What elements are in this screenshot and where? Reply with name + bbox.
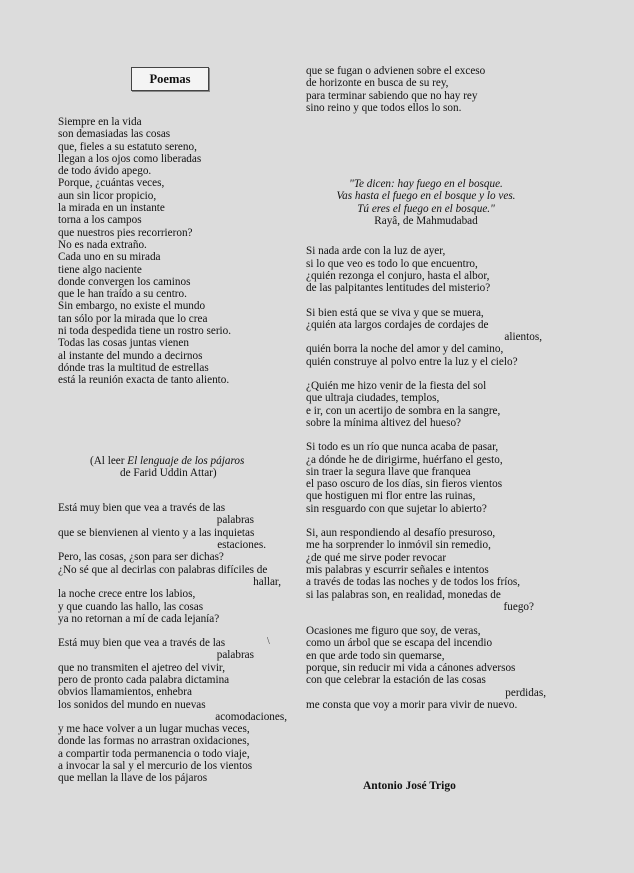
poem-line: si lo que veo es todo lo que encuentro, <box>306 257 478 270</box>
poem-line: y que cuando las hallo, las cosas <box>58 600 204 613</box>
poem-line: los sonidos del mundo en nuevas <box>58 698 206 711</box>
poem-line: sobre la mínima altivez del hueso? <box>306 416 462 429</box>
poem-line: e ir, con un acertijo de sombra en la sangre, <box>306 404 501 417</box>
poem-line: que mellan la llave de los pájaros <box>58 772 208 785</box>
poem-line: para terminar sabiendo que no hay rey <box>306 89 478 102</box>
poem-line: a invocar la sal y el mercurio de los vientos <box>58 760 253 773</box>
poem-line: ¿quién rezonga el conjuro, hasta el albor, <box>306 269 490 282</box>
poem-3-stanza-1 <box>306 245 546 294</box>
poem-line: me consta que voy a morir para vivir de nuevo. <box>306 698 518 711</box>
poem-line: Todas las cosas juntas vienen <box>58 337 189 350</box>
poem-2-stanza-1 <box>58 502 298 625</box>
poem-line: alientos, <box>504 331 542 344</box>
poem-line: Si todo es un río que nunca acaba de pasar, <box>306 441 499 454</box>
poem-line: ¿Quién me hizo venir de la fiesta del sol <box>306 380 487 393</box>
poem-line: Pero, las cosas, ¿son para ser dichas? <box>58 551 224 564</box>
poem-line: la noche crece entre los labios, <box>58 588 196 601</box>
poem-3-stanza-3 <box>306 380 546 429</box>
poem-line: mis palabras y escurrir señales e intentos <box>306 563 489 576</box>
poem-3-stanza-2 <box>306 307 546 368</box>
left-column <box>58 116 298 785</box>
poem-line: de todo ávido apego. <box>58 165 152 178</box>
poem-3-stanza-5 <box>306 527 546 613</box>
poem-3-epigraph <box>306 178 546 227</box>
dedication-author: de Farid Uddin Attar) <box>120 466 217 479</box>
poem-line: ¿a dónde he de dirigirme, huérfano el gesto, <box>306 453 503 466</box>
poem-line: palabras <box>216 649 254 662</box>
poem-2-dedication <box>58 455 298 480</box>
page-title: Poemas <box>131 67 209 91</box>
poem-line: Está muy bien que vea a través de las <box>58 502 226 515</box>
poem-line: perdidas, <box>505 686 546 699</box>
poem-line: sin resguardo con que sujetar lo abierto? <box>306 502 487 515</box>
poem-line: está la reunión exacta de tanto aliento. <box>58 374 230 387</box>
poem-line: fuego? <box>503 600 534 613</box>
poem-line: quién borra la noche del amor y del camino, <box>306 343 504 356</box>
poem-line: que, fieles a su estatuto sereno, <box>58 140 197 153</box>
poem-line: si las palabras son, en realidad, monedas de <box>306 588 501 601</box>
poem-line: dónde tras la multitud de estrellas <box>58 361 209 374</box>
poem-line: tiene algo naciente <box>58 263 142 276</box>
poem-line: me ha sorprender lo inmóvil sin remedio, <box>306 539 491 552</box>
poem-line: tan sólo por la mirada que lo crea <box>58 312 208 325</box>
right-column <box>306 65 546 711</box>
poem-3-stanza-6 <box>306 625 546 711</box>
poem-line: son demasiadas las cosas <box>58 128 171 141</box>
poem-line: aun sin licor propicio, <box>58 189 157 202</box>
poem-line: ¿quién ata largos cordajes de cordajes de <box>306 318 489 331</box>
poem-line: y me hace volver a un lugar muchas veces, <box>58 723 250 736</box>
poem-line: estaciones. <box>217 539 266 552</box>
poem-line: como un árbol que se escapa del incendio <box>306 637 493 650</box>
poem-line: ¿de qué me sirve poder revocar <box>306 551 447 564</box>
poem-line: acomodaciones, <box>215 710 287 723</box>
poem-line: de las palpitantes lentitudes del misterio? <box>306 282 491 295</box>
epigraph-author: Rayâ, de Mahmudabad <box>374 215 478 228</box>
poem-line: que hostiguen mi flor entre las ruinas, <box>306 490 476 503</box>
poem-1 <box>58 116 298 387</box>
poem-line: porque, sin reducir mi vida a cánones adversos <box>306 661 516 674</box>
poem-2-stanza-2 <box>58 637 298 785</box>
poem-line: Sin embargo, no existe el mundo <box>58 300 206 313</box>
dedication-title: El lenguaje de los pájaros <box>127 454 245 467</box>
poem-line: que no transmiten el ajetreo del vivir, <box>58 661 225 674</box>
poem-line: pero de pronto cada palabra dictamina <box>58 673 230 686</box>
poem-line: llegan a los ojos como liberadas <box>58 152 202 165</box>
poem-line: Ocasiones me figuro que soy, de veras, <box>306 625 481 638</box>
poem-line: Siempre en la vida <box>58 116 142 128</box>
author-signature: Antonio José Trigo <box>363 780 456 792</box>
poem-2-continuation <box>306 65 546 114</box>
poem-3-stanza-4 <box>306 441 546 515</box>
poem-line: torna a los campos <box>58 214 142 227</box>
poem-line: No es nada extraño. <box>58 238 147 251</box>
poem-line: sino reino y que todos ellos lo son. <box>306 101 462 114</box>
poem-line: al instante del mundo a decirnos <box>58 349 203 362</box>
poem-line: que ultraja ciudades, templos, <box>306 392 440 405</box>
poem-line: que se bienvienen al viento y a las inquietas <box>58 526 255 539</box>
epigraph-line: "Te dicen: hay fuego en el bosque. <box>349 178 503 191</box>
poem-line: palabras <box>216 514 254 527</box>
poem-line: donde las formas no arrastran oxidaciones, <box>58 735 250 748</box>
poem-line: Si nada arde con la luz de ayer, <box>306 245 446 258</box>
poem-line: ya no retornan a mí de cada lejanía? <box>58 612 220 625</box>
dedication-prefix: (Al leer <box>90 454 128 467</box>
poem-line: donde convergen los caminos <box>58 275 191 288</box>
stray-mark: \ <box>267 636 270 647</box>
poem-line: que nuestros pies recorrieron? <box>58 226 193 239</box>
poem-line: hallar, <box>253 575 281 588</box>
poem-line: Está muy bien que vea a través de las <box>58 637 226 650</box>
poem-line: Porque, ¿cuántas veces, <box>58 177 165 190</box>
poem-line: de horizonte en busca de su rey, <box>306 77 449 90</box>
poem-line: con que celebrar la estación de las cosas <box>306 674 486 687</box>
epigraph-line: Tú eres el fuego en el bosque." <box>357 202 495 215</box>
poem-line: que le han traído a su centro. <box>58 288 187 301</box>
epigraph-line: Vas hasta el fuego en el bosque y lo ves. <box>336 190 516 203</box>
poem-line: a través de todas las noches y de todos los fríos, <box>306 576 521 589</box>
poem-line: obvios llamamientos, enhebra <box>58 686 192 699</box>
poem-line: a compartir toda permanencia o todo viaje, <box>58 747 250 760</box>
poem-line: sin traer la segura llave que franquea <box>306 465 471 478</box>
poem-line: ni toda despedida tiene un rostro serio. <box>58 325 232 338</box>
poem-line: Si bien está que se viva y que se muera, <box>306 306 484 319</box>
poem-line: quién construye al polvo entre la luz y el cielo? <box>306 355 518 368</box>
poem-line: la mirada en un instante <box>58 202 165 215</box>
poem-line: en que arde todo sin quemarse, <box>306 649 445 662</box>
poem-line: ¿No sé que al decirlas con palabras difíciles de <box>58 563 268 576</box>
poem-line: Cada uno en su mirada <box>58 251 161 264</box>
poem-line: que se fugan o advienen sobre el exceso <box>306 65 486 77</box>
poem-line: el paso oscuro de los días, sin fieros vientos <box>306 478 503 491</box>
poem-line: Si, aun respondiendo al desafío presuroso, <box>306 527 496 540</box>
